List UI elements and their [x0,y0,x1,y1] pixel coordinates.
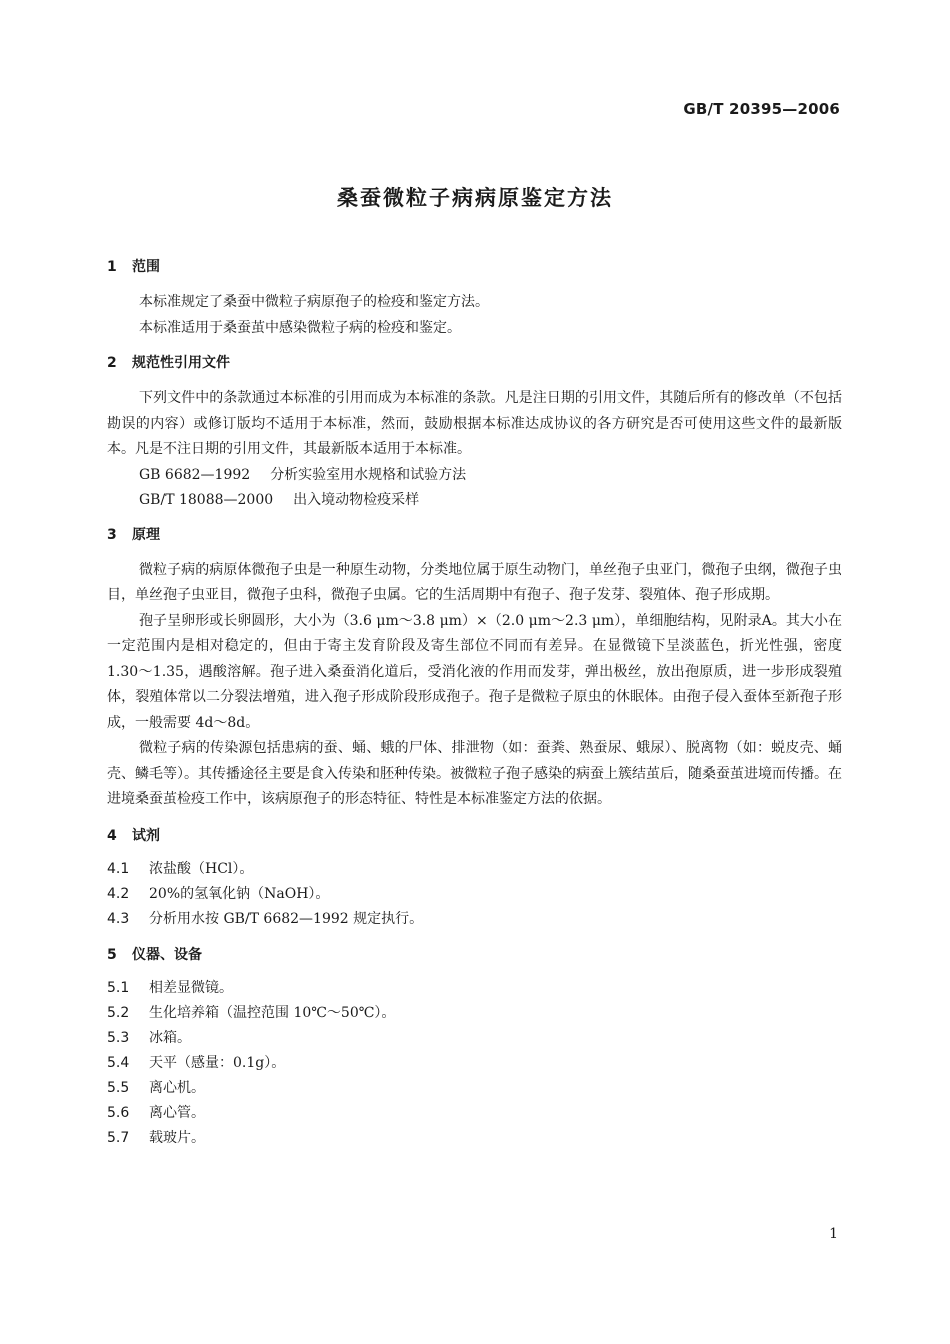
list-item: 4.3 分析用水按 GB/T 6682—1992 规定执行。 [107,910,424,927]
section-apparatus [107,944,842,1151]
paragraph: 本标准规定了桑蚕中微粒子病原孢子的检疫和鉴定方法。 [139,294,489,310]
list-item: 5.3 冰箱。 [107,1029,191,1046]
paragraph: 下列文件中的条款通过本标准的引用而成为本标准的条款。凡是注日期的引用文件，其随后所有的修改单（不包括勘误的内容）或修订版均不适用于本标准，然而，鼓励根据本标准达成协议的各方研究是否可使用这些文件的最新版本。凡是不注日期的引用文件，其最新版本适用于本标准。 [107,390,842,457]
document-title: 桑蚕微粒子病病原鉴定方法 [337,186,613,210]
reference-item: GB/T 18088—2000 出入境动物检疫采样 [139,491,420,508]
standard-code: GB/T 20395—2006 [683,100,840,118]
section-heading: 2 规范性引用文件 [107,355,230,371]
section-heading: 3 原理 [107,526,160,543]
section-reagents [107,825,842,932]
section-scope [107,256,842,341]
section-heading: 4 试剂 [107,827,160,844]
document-body [107,256,842,1151]
paragraph: 孢子呈卵形或长卵圆形，大小为（3.6 μm～3.8 μm）×（2.0 μm～2.3 μm），单细胞结构，见附录A。其大小在一定范围内是相对稳定的，但由于寄主发育阶段及寄生部位不同而有差异。在显微镜下呈淡蓝色，折光性强，密度 1.30～1.35，遇酸溶解。孢子进入桑蚕消化道后，受消化液的作用而发芽，弹出极丝，放出孢原质，进一步形成裂殖体，裂殖体常以二分裂法增殖，进入孢子形成阶段形成孢子。孢子是微粒子原虫的休眠体。由孢子侵入蚕体至新孢子形成，一般需要 4d～8d。 [107,612,842,731]
list-item: 5.4 天平（感量：0.1g）。 [107,1054,286,1071]
list-item: 5.6 离心管。 [107,1104,205,1121]
section-heading: 5 仪器、设备 [107,946,202,963]
paragraph: 微粒子病的传染源包括患病的蚕、蛹、蛾的尸体、排泄物（如：蚕粪、熟蚕尿、蛾尿）、脱离物（如：蜕皮壳、蛹壳、鳞毛等）。其传播途径主要是食入传染和胚种传染。被微粒子孢子感染的病蚕上簇结茧后，随桑蚕茧进境而传播。在进境桑蚕茧检疫工作中，该病原孢子的形态特征、特性是本标准鉴定方法的依据。 [107,740,842,807]
list-item: 5.5 离心机。 [107,1079,205,1096]
list-item: 4.1 浓盐酸（HCl）。 [107,860,254,877]
section-heading: 1 范围 [107,259,160,275]
list-item: 5.7 载玻片。 [107,1129,205,1146]
list-item: 4.2 20%的氢氧化钠（NaOH）。 [107,885,330,902]
paragraph: 微粒子病的病原体微孢子虫是一种原生动物，分类地位属于原生动物门，单丝孢子虫亚门，微孢子虫纲，微孢子虫目，单丝孢子虫亚目，微孢子虫科，微孢子虫属。它的生活周期中有孢子、孢子发芽、裂殖体、孢子形成期。 [107,561,842,603]
list-item: 5.1 相差显微镜。 [107,979,233,996]
page-number: 1 [829,1226,838,1242]
paragraph: 本标准适用于桑蚕茧中感染微粒子病的检疫和鉴定。 [139,319,461,336]
list-item: 5.2 生化培养箱（温控范围 10℃～50℃）。 [107,1004,396,1021]
section-normative-references [107,352,842,513]
section-principle [107,524,842,813]
reference-item: GB 6682—1992 分析实验室用水规格和试验方法 [139,466,467,483]
